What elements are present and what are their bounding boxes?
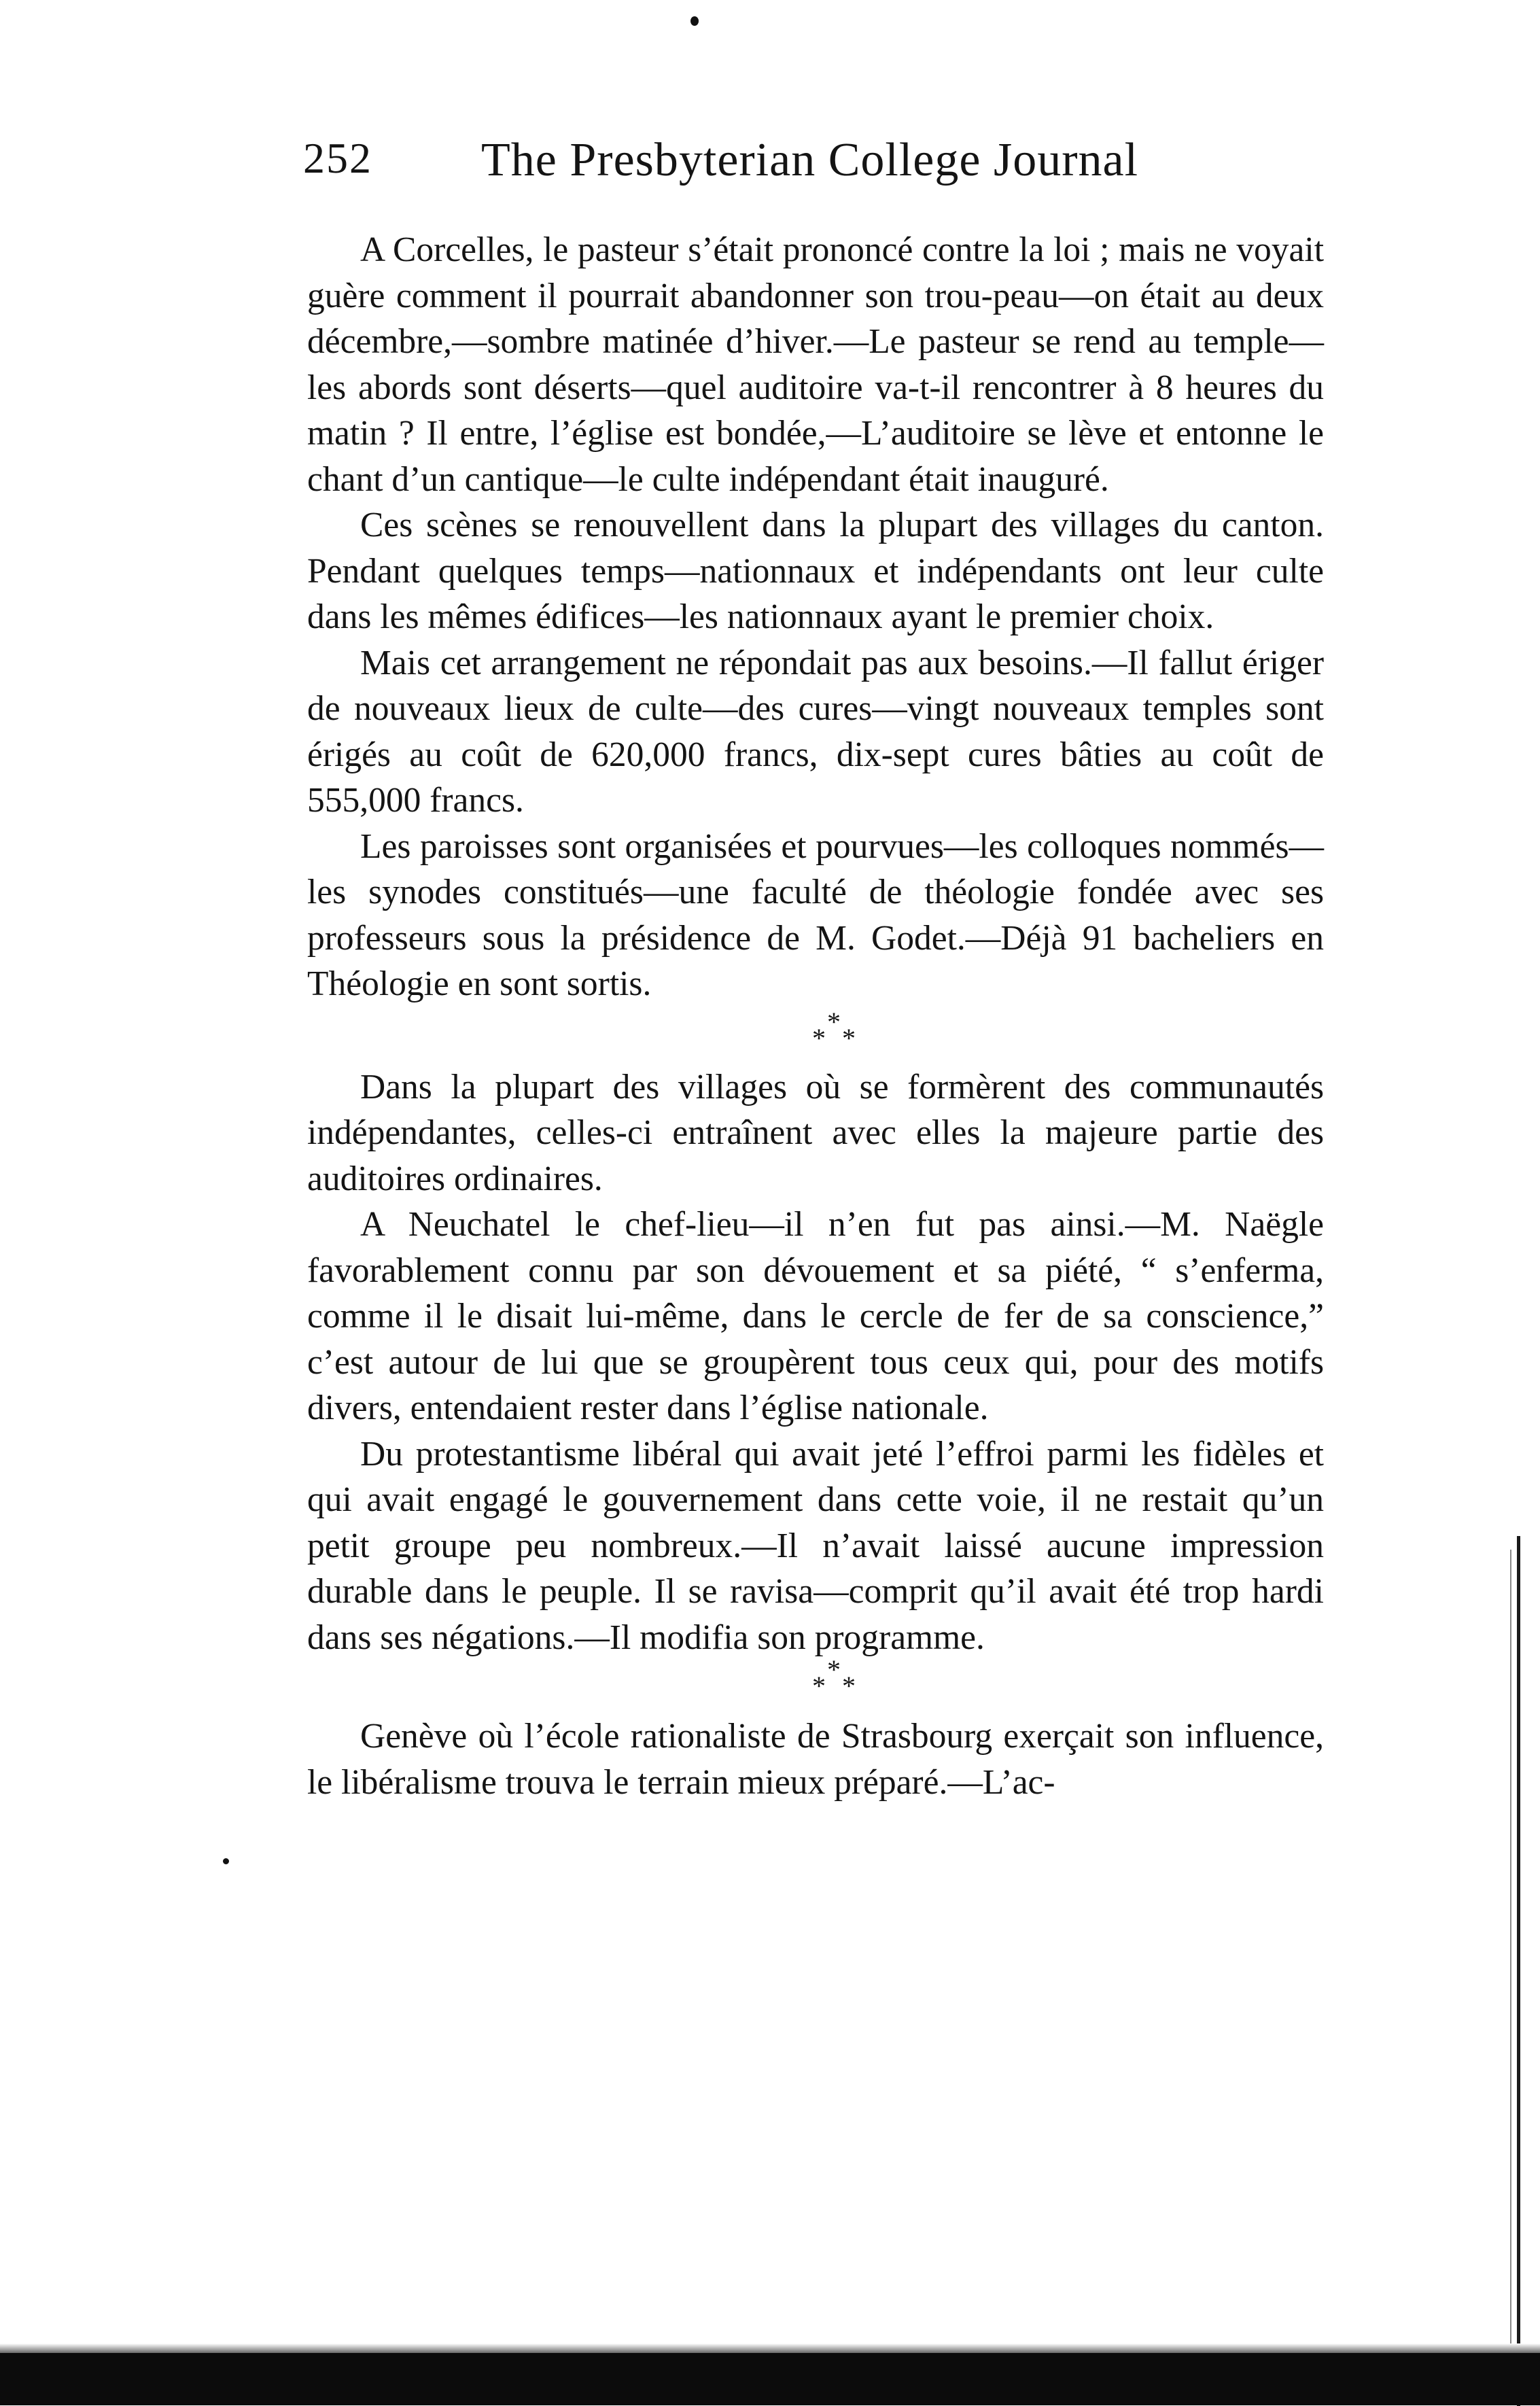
ink-speck [223, 1858, 229, 1864]
paragraph: Les paroisses sont organisées et pourvues—les colloques nommés—les synodes constitués—une faculté de théologie fondée avec ses professeurs sous la présidence de M. Godet.—Déjà 91 bacheliers en Théologie en sont sortis. [307, 826, 1324, 1003]
journal-title: The Presbyterian College Journal [481, 134, 1139, 186]
page-edge-shadow [1510, 1550, 1511, 2352]
asterism-star: * [827, 1006, 841, 1037]
paragraph: A Corcelles, le pasteur s’était prononcé contre la loi ; mais ne voyait guère comment il pourrait abandonner son trou-peau—on était au deux décembre,—sombre matinée d’hiver.—Le pasteur se rend au temple—les abords sont déserts—quel auditoire va-t-il rencontrer à 8 heures du matin ? Il entre, l’église est bondée,—L’auditoire se lève et entonne le chant d’un cantique—le culte indépendant était inauguré. [307, 230, 1324, 499]
ink-speck [690, 16, 699, 26]
paragraph: A Neuchatel le chef-lieu—il n’en fut pas ainsi.—M. Naëgle favorablement connu par son dévouement et sa piété, “ s’enferma, comme il le disait lui-même, dans le cercle de fer de sa conscience,” c’est autour de lui que se groupèrent tous ceux qui, pour des motifs divers, entendaient rester dans l’église nationale. [307, 1205, 1324, 1427]
scan-border-fade [0, 2343, 1540, 2353]
section-break-asterism [805, 1006, 867, 1056]
asterism-star: * [842, 1022, 856, 1053]
body-text [307, 227, 1324, 1805]
paragraph: Ces scènes se renouvellent dans la plupart des villages du canton. Pendant quelques temps—nationnaux et indépendants ont leur culte dans les mêmes édifices—les nationnaux ayant le premier choix. [307, 506, 1324, 636]
running-header [303, 133, 1193, 194]
page-number: 252 [303, 134, 372, 182]
paragraph: Genève où l’école rationaliste de Strasbourg exerçait son influence, le libéralisme trouva le terrain mieux préparé.—L’ac- [307, 1717, 1324, 1802]
section-break-asterism [805, 1656, 867, 1704]
asterism-star: * [812, 1671, 826, 1701]
asterism-star: * [812, 1022, 826, 1053]
asterism-star: * [842, 1671, 856, 1701]
asterism-star: * [827, 1654, 841, 1685]
scan-border-bottom [0, 2353, 1540, 2405]
paragraph: Dans la plupart des villages où se formèrent des communautés indépendantes, celles-ci entraînent avec elles la majeure partie des auditoires ordinaires. [307, 1067, 1324, 1198]
paragraph: Du protestantisme libéral qui avait jeté l’effroi parmi les fidèles et qui avait engagé le gouvernement dans cette voie, il ne restait qu’un petit groupe peu nombreux.—Il n’avait laissé aucune impression durable dans le peuple. Il se ravisa—comprit qu’il avait été trop hardi dans ses négations.—Il modifia son programme. [307, 1434, 1324, 1657]
page-edge [1517, 1536, 1520, 2406]
paragraph: Mais cet arrangement ne répondait pas aux besoins.—Il fallut ériger de nouveaux lieux de culte—des cures—vingt nouveaux temples sont érigés au coût de 620,000 francs, dix-sept cures bâties au coût de 555,000 francs. [307, 643, 1324, 820]
